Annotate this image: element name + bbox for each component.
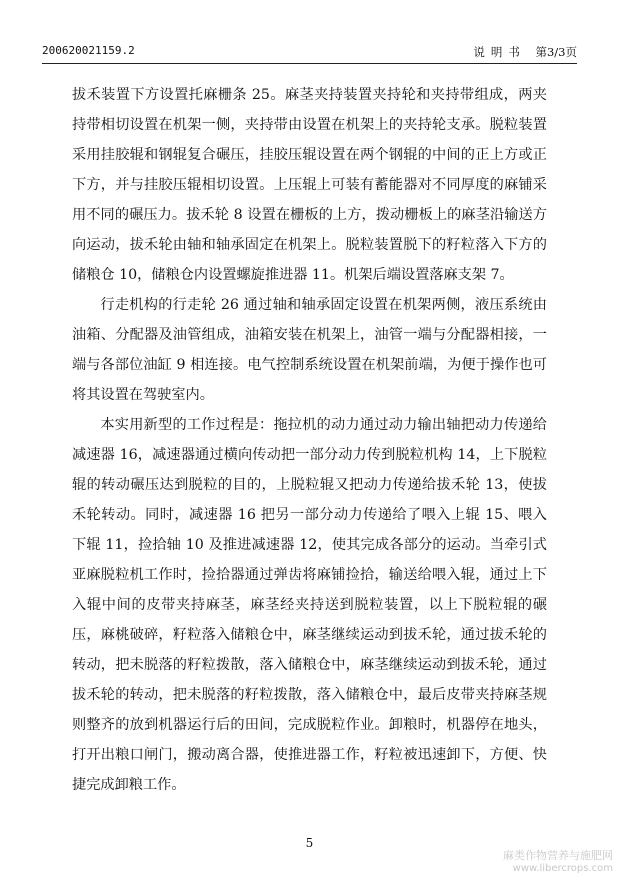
paragraph-1: 拔禾装置下方设置托麻栅条 25。麻茎夹持装置夹持轮和夹持带组成，两夹持带相切设置在机架一侧，夹持带由设置在机架上的夹持轮支承。脱粒装置采用挂胶辊和钢辊复合碾压，挂胶压辊设置在两个钢辊的中间的正上方或正下方，并与挂胶压辊相切设置。上压辊上可装有蓄能器对不同厚度的麻铺采用不同的碾压力。拔禾轮 8 设置在栅板的上方，拨动栅板上的麻茎沿输送方向运动，拔禾轮由轴和轴承固定在机架上。脱粒装置脱下的籽粒落入下方的储粮仓 10，储粮仓内设置螺旋推进器 11。机架后端设置落麻支架 7。 (72, 87, 547, 283)
header-right (473, 44, 577, 60)
document-id: 200620021159.2 (42, 44, 135, 57)
header-divider (42, 63, 577, 64)
page-header (42, 44, 577, 62)
watermark-url: www.libercrops.com (512, 863, 613, 874)
paragraph-2: 行走机构的行走轮 26 通过轴和轴承固定设置在机架两侧，液压系统由油箱、分配器及油管组成，油箱安装在机架上，油管一端与分配器相接，一端与各部位油缸 9 相连接。电气控制系统设置在机架前端，为便于操作也可将其设置在驾驶室内。 (72, 297, 547, 403)
paragraph-3: 本实用新型的工作过程是：拖拉机的动力通过动力输出轴把动力传递给减速器 16，减速器通过横向传动把一部分动力传到脱粒机构 14，上下脱粒辊的转动碾压达到脱粒的目的，上脱粒辊又把动力传递给拔禾轮 13，使拔禾轮转动。同时，减速器 16 把另一部分动力传递给了喂入上辊 15、喂入下辊 11，捡拾轴 10 及推进减速器 12，使其完成各部分的运动。当牵引式亚麻脱粒机工作时，捡拾器通过弹齿将麻铺捡拾，输送给喂入辊，通过上下入辊中间的皮带夹持麻茎，麻茎经夹持送到脱粒装置，以上下脱粒辊的碾压，麻桃破碎，籽粒落入储粮仓中，麻茎继续运动到拔禾轮，通过拔禾轮的转动，把未脱落的籽粒拨散，落入储粮仓中，麻茎继续运动到拔禾轮，通过拔禾轮的转动，把未脱落的籽粒拨散，落入储粮仓中，最后皮带夹持麻茎规则整齐的放到机器运行后的田间，完成脱粒作业。卸粮时，机器停在地头，打开出粮口闸门，搬动离合器，使推进器工作，籽粒被迅速卸下，方便、快捷完成卸粮工作。 (72, 417, 547, 793)
page-label: 第3/3页 (535, 45, 577, 59)
watermark-name: 麻类作物营养与施肥网 (503, 849, 613, 862)
watermark (503, 849, 613, 875)
page-number: 5 (305, 836, 314, 850)
document-title: 说明书 (473, 45, 526, 59)
document-body (72, 80, 547, 800)
